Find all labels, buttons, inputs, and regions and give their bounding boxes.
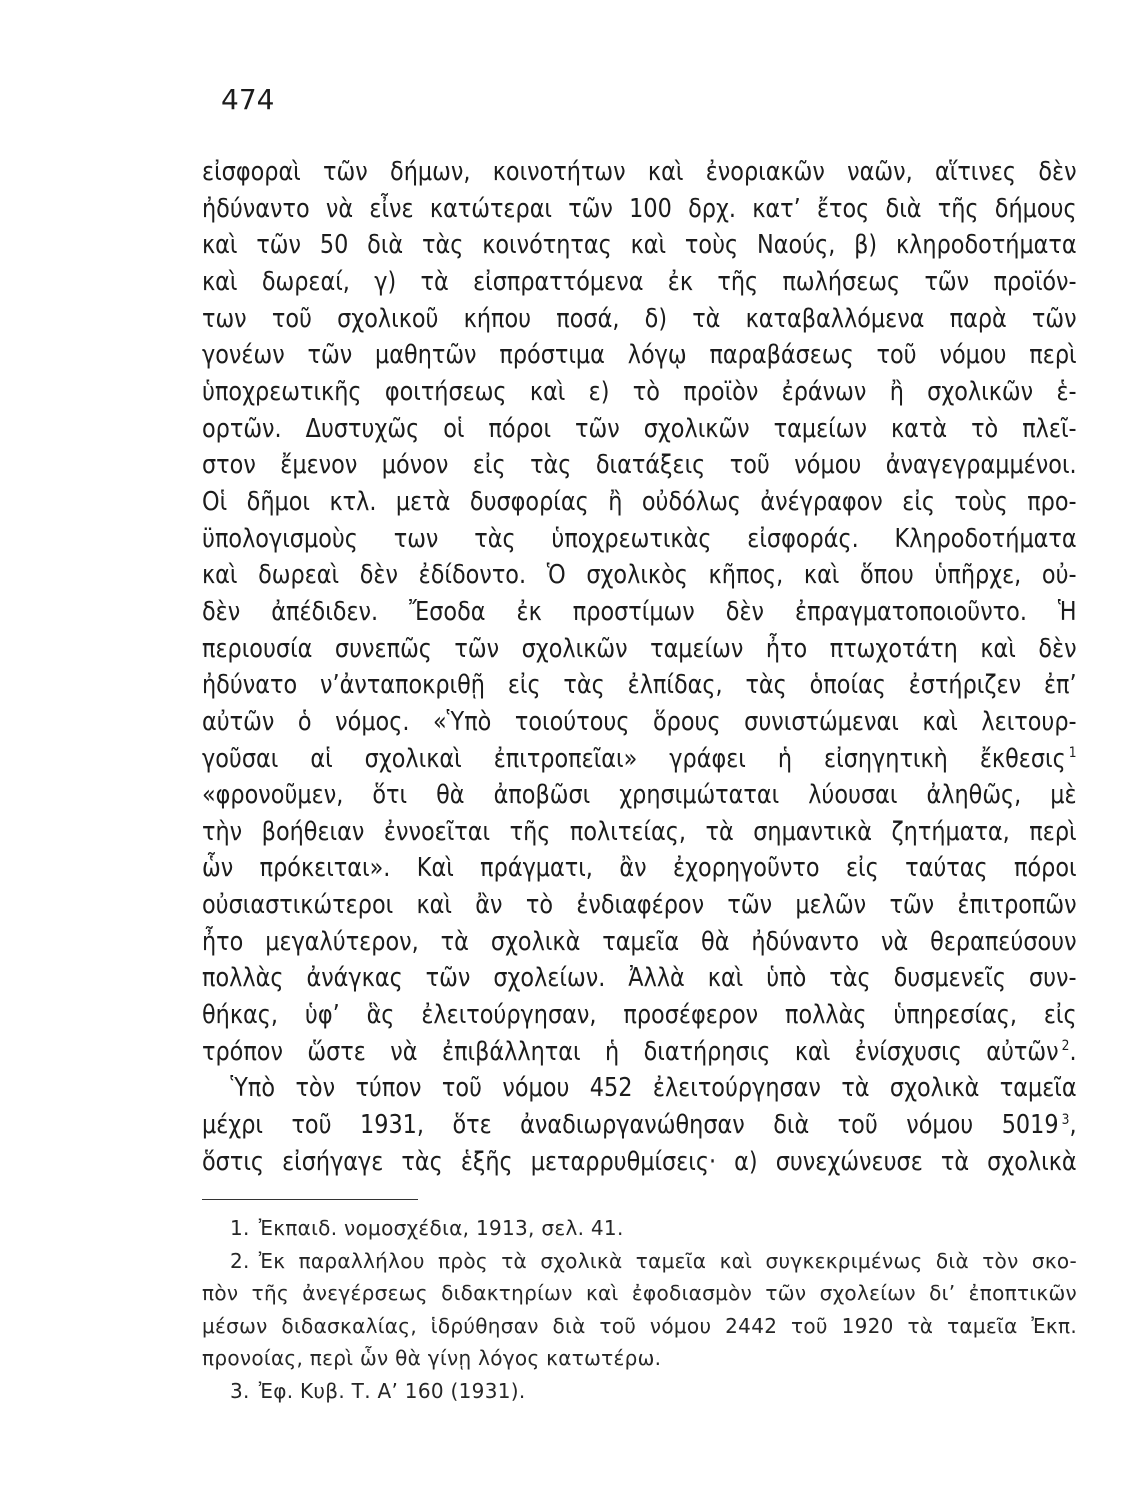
footnote-reference: 3 bbox=[1061, 1111, 1070, 1128]
line-content bbox=[202, 853, 1077, 883]
line-content bbox=[230, 1216, 624, 1240]
text-line bbox=[202, 484, 1077, 521]
line-content bbox=[202, 487, 1077, 517]
text-line bbox=[202, 337, 1077, 374]
line-text: οὐσιαστικώτεροι καὶ ἂν τὸ ἐνδιαφέρον τῶν μελῶν τῶν ἐπιτροπῶν bbox=[202, 890, 1077, 921]
footnote-line bbox=[202, 1342, 1077, 1375]
footnote-line bbox=[202, 1310, 1077, 1343]
footnote-text: Ἐκ παραλλήλου πρὸς τὰ σχολικὰ ταμεῖα καὶ συγκεκριμένως διὰ τὸν σκο- bbox=[258, 1248, 1077, 1273]
line-content bbox=[202, 707, 1077, 737]
footnote-number: 3. bbox=[230, 1378, 250, 1403]
line-content bbox=[202, 450, 1077, 480]
line-content bbox=[202, 890, 1077, 920]
footnote-reference: 2 bbox=[1061, 1038, 1070, 1055]
line-content bbox=[202, 340, 1077, 370]
line-content bbox=[230, 1249, 1077, 1273]
line-text: ἠδύνατο ν’ἀνταποκριθῇ εἰς τὰς ἐλπίδας, τὰς ὁποίας ἐστήριζεν ἐπ’ bbox=[202, 670, 1077, 701]
text-line bbox=[202, 264, 1077, 301]
text-line bbox=[202, 631, 1077, 668]
footnote-number: 2. bbox=[230, 1248, 250, 1273]
footnote-text: μέσων διδασκαλίας, ἱδρύθησαν διὰ τοῦ νόμου 2442 τοῦ 1920 τὰ ταμεῖα Ἐκπ. bbox=[202, 1313, 1077, 1338]
line-content bbox=[202, 1147, 1077, 1177]
text-line bbox=[202, 777, 1077, 814]
text-line bbox=[202, 887, 1077, 924]
footnote-number: 1. bbox=[230, 1216, 250, 1240]
line-text: ὑποχρεωτικῆς φοιτήσεως καὶ ε) τὸ προϊὸν ἐράνων ἢ σχολικῶν ἑ- bbox=[202, 376, 1077, 407]
line-text: αὐτῶν ὁ νόμος. «Ὑπὸ τοιούτους ὅρους συνιστώμεναι καὶ λειτουρ- bbox=[202, 706, 1077, 737]
line-text: καὶ τῶν 50 διὰ τὰς κοινότητας καὶ τοὺς Ναούς, β) κληροδοτήματα bbox=[202, 230, 1077, 261]
line-content bbox=[202, 963, 1077, 993]
line-text: γονέων τῶν μαθητῶν πρόστιμα λόγῳ παραβάσεως τοῦ νόμου περὶ bbox=[202, 340, 1077, 371]
text-line bbox=[202, 521, 1077, 558]
footnote-line bbox=[202, 1375, 1077, 1408]
text-line bbox=[202, 667, 1077, 704]
footnote bbox=[202, 1375, 1077, 1408]
line-text: καὶ δωρεαὶ δὲν ἐδίδοντο. Ὁ σχολικὸς κῆπος, καὶ ὅπου ὑπῆρχε, οὐ- bbox=[202, 560, 1077, 591]
line-content bbox=[202, 597, 1077, 627]
line-content bbox=[202, 377, 1077, 407]
paragraph bbox=[202, 154, 1077, 1070]
text-line bbox=[202, 227, 1077, 264]
line-text-tail: , bbox=[1069, 1110, 1077, 1141]
line-text: πολλὰς ἀνάγκας τῶν σχολείων. Ἀλλὰ καὶ ὑπὸ τὰς δυσμενεῖς συν- bbox=[202, 963, 1077, 994]
line-text: ἦτο μεγαλύτερον, τὰ σχολικὰ ταμεῖα θὰ ἠδύναντο νὰ θεραπεύσουν bbox=[202, 926, 1077, 957]
line-text: Ὑπὸ τὸν τύπον τοῦ νόμου 452 ἐλειτούργησαν τὰ σχολικὰ ταμεῖα bbox=[230, 1073, 1077, 1104]
text-line bbox=[202, 1107, 1077, 1144]
footnote-text: πὸν τῆς ἀνεγέρσεως διδακτηρίων καὶ ἐφοδιασμὸν τῶν σχολείων δι’ ἐποπτικῶν bbox=[202, 1281, 1077, 1306]
line-content bbox=[202, 157, 1077, 187]
line-content bbox=[202, 230, 1077, 260]
line-text: ϋπολογισμοὺς των τὰς ὑποχρεωτικὰς εἰσφοράς. Κληροδοτήματα bbox=[202, 523, 1077, 554]
footnote-line bbox=[202, 1277, 1077, 1310]
text-line bbox=[202, 301, 1077, 338]
line-text: περιουσία συνεπῶς τῶν σχολικῶν ταμείων ἦτο πτωχοτάτη καὶ δὲν bbox=[202, 633, 1077, 664]
line-content bbox=[202, 670, 1077, 700]
line-content bbox=[202, 634, 1077, 664]
line-content bbox=[202, 267, 1077, 297]
text-line bbox=[202, 557, 1077, 594]
text-line bbox=[202, 741, 1077, 778]
line-text: εἰσφοραὶ τῶν δήμων, κοινοτήτων καὶ ἐνοριακῶν ναῶν, αἵτινες δὲν bbox=[202, 157, 1077, 187]
line-content bbox=[202, 1110, 1077, 1140]
line-text: στον ἔμενον μόνον εἰς τὰς διατάξεις τοῦ νόμου ἀναγεγραμμένοι. bbox=[202, 450, 1077, 481]
line-content bbox=[202, 1037, 1077, 1067]
text-line bbox=[202, 1144, 1077, 1181]
line-text: τρόπον ὥστε νὰ ἐπιβάλληται ἡ διατήρησις καὶ ἐνίσχυσις αὐτῶν bbox=[202, 1036, 1059, 1067]
line-content bbox=[202, 927, 1077, 957]
text-line bbox=[202, 1070, 1077, 1107]
line-text: ὅστις εἰσήγαγε τὰς ἑξῆς μεταρρυθμίσεις· α) συνεχώνευσε τὰ σχολικὰ bbox=[202, 1146, 1077, 1177]
line-content bbox=[202, 1000, 1077, 1030]
line-content bbox=[202, 780, 1077, 810]
page-number: 474 bbox=[221, 83, 275, 116]
footnote-reference: 1 bbox=[1068, 745, 1077, 762]
line-content bbox=[230, 1379, 526, 1403]
line-content bbox=[202, 524, 1077, 554]
line-text: Οἱ δῆμοι κτλ. μετὰ δυσφορίας ἢ οὐδόλως ἀνέγραφον εἰς τοὺς προ- bbox=[202, 486, 1077, 517]
footnote bbox=[202, 1212, 1077, 1245]
line-content bbox=[230, 1073, 1076, 1103]
text-line bbox=[202, 704, 1077, 741]
text-line bbox=[202, 1034, 1077, 1071]
text-line bbox=[202, 154, 1077, 191]
line-text: μέχρι τοῦ 1931, ὅτε ἀναδιωργανώθησαν διὰ τοῦ νόμου 5019 bbox=[202, 1110, 1059, 1141]
line-text: θήκας, ὑφ’ ἃς ἐλειτούργησαν, προσέφερον πολλὰς ὑπηρεσίας, εἰς bbox=[202, 1000, 1077, 1031]
text-line bbox=[202, 960, 1077, 997]
text-line bbox=[202, 447, 1077, 484]
line-content bbox=[202, 817, 1077, 847]
line-content bbox=[202, 744, 1077, 774]
text-line bbox=[202, 924, 1077, 961]
line-content bbox=[202, 1314, 1077, 1338]
line-content bbox=[202, 1346, 661, 1370]
line-text: ἠδύναντο νὰ εἶνε κατώτεραι τῶν 100 δρχ. κατ’ ἔτος διὰ τῆς δήμους bbox=[202, 193, 1077, 224]
footnote-text: Ἐκπαιδ. νομοσχέδια, 1913, σελ. 41. bbox=[258, 1216, 624, 1240]
paragraph bbox=[202, 1070, 1077, 1180]
footnote-text: προνοίας, περὶ ὧν θὰ γίνῃ λόγος κατωτέρω. bbox=[202, 1346, 662, 1371]
footnote-separator bbox=[202, 1199, 418, 1200]
line-text: τὴν βοήθειαν ἐννοεῖται τῆς πολιτείας, τὰ σημαντικὰ ζητήματα, περὶ bbox=[202, 816, 1077, 847]
line-text: δὲν ἀπέδιδεν. Ἔσοδα ἐκ προστίμων δὲν ἐπραγματοποιοῦντο. Ἡ bbox=[202, 596, 1077, 627]
line-text: ὧν πρόκειται». Καὶ πράγματι, ἂν ἐχορηγοῦντο εἰς ταύτας πόροι bbox=[202, 853, 1077, 884]
footnote bbox=[202, 1245, 1077, 1375]
text-line bbox=[202, 374, 1077, 411]
line-content bbox=[202, 560, 1077, 590]
line-text-tail: . bbox=[1069, 1036, 1077, 1067]
line-content bbox=[202, 194, 1077, 224]
line-text: «φρονοῦμεν, ὅτι θὰ ἀποβῶσι χρησιμώταται λύουσαι ἀληθῶς, μὲ bbox=[202, 780, 1077, 811]
line-content bbox=[202, 1281, 1077, 1305]
line-text: γοῦσαι αἱ σχολικαὶ ἐπιτροπεῖαι» γράφει ἡ εἰσηγητικὴ ἔκθεσις bbox=[202, 743, 1066, 774]
text-line bbox=[202, 411, 1077, 448]
line-text: των τοῦ σχολικοῦ κήπου ποσά, δ) τὰ καταβαλλόμενα παρὰ τῶν bbox=[202, 303, 1077, 334]
text-line bbox=[202, 594, 1077, 631]
text-line bbox=[202, 191, 1077, 228]
line-text: ορτῶν. Δυστυχῶς οἱ πόροι τῶν σχολικῶν ταμείων κατὰ τὸ πλεῖ- bbox=[202, 413, 1077, 444]
text-line bbox=[202, 850, 1077, 887]
footnote-line bbox=[202, 1245, 1077, 1278]
line-text: καὶ δωρεαί, γ) τὰ εἰσπραττόμενα ἐκ τῆς πωλήσεως τῶν προϊόν- bbox=[202, 266, 1077, 297]
text-line bbox=[202, 814, 1077, 851]
line-content bbox=[202, 414, 1077, 444]
footnotes bbox=[202, 1212, 1077, 1408]
footnote-text: Ἐφ. Κυβ. Τ. Α’ 160 (1931). bbox=[258, 1378, 526, 1403]
text-line bbox=[202, 997, 1077, 1034]
line-content bbox=[202, 304, 1077, 334]
footnote-line bbox=[202, 1212, 1077, 1245]
body-text bbox=[202, 154, 1077, 1180]
